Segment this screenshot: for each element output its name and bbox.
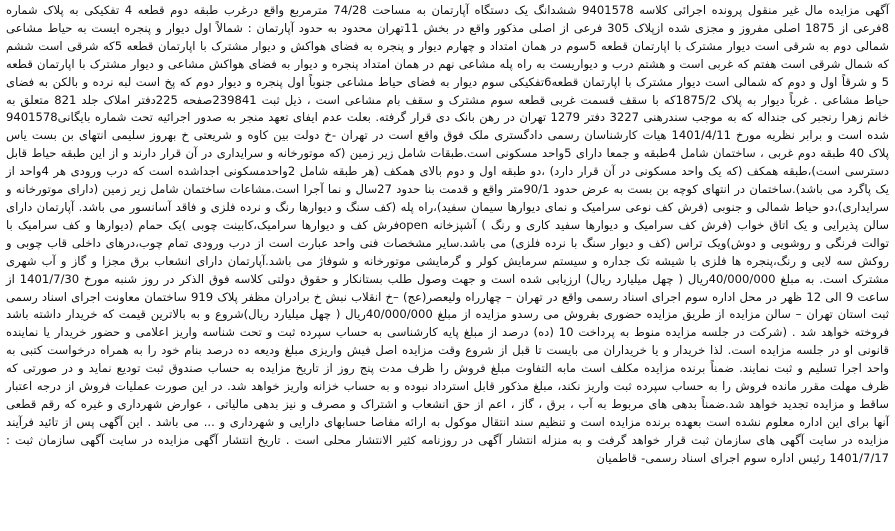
notice-body-text: آگهی مزایده مال غیر منقول پرونده اجرائی کلاسه 9401578 ششدانگ یک دستگاه آپارتمان به مساحت 74/28 مترمربع واقع درغرب طبقه دوم قطعه 4 تفکیکی به پلاک شماره 8فرعی از 1875 اصلی مفروز و مجزی شده ازپلاک 305 فرعی از اصلی مذکور واقع در بخش 11تهران محدود به حدود آپارتمان : شمالاً اول دیوار و پنجره ایست به حیاط مشاعی شمالی دوم به شرقی است دیوار مشترک با اپارتمان قطعه 5سوم در همان امتداد و چهارم دیوار و پنجره به فضای هواکش و دیوار مشترک با اپارتمان قطعه 5که شرقی است ششم که شمال شرقی است هفتم که غربی است و هشتم درب و دیواریست به راه پله مشاعی نهم در همان امتداد پنجره و دیوار به فضای هواکش مشاعی و دیوار مشترک با اپارتمان قطعه 5 و شرقاً اول و دوم که شمالی است دیوار مشترک با اپارتمان قطعه6تفکیکی سوم دیوار به فضای حیاط مشاعی جنوباً اول پنجره و دیوار دوم که پخ است لبه نرده و بالکن به فضای حیاط مشاعی . غرباً دیوار به پلاک 1875/2که با سقف قسمت غربی قطعه سوم مشترک و سقف بام مشاعی است ، ذیل ثبت 239841صفحه 225دفتر املاک جلد 821 متعلق به خانم زهرا رنجبر کی جنداله که به موجب سندرهنی 3227 دفتر 1279 تهران در رهن بانک دی قرار گرفته. بعلت عدم ایفای تعهد منجر به صدور اجرائیه تحت شماره بایگانی9401578 شده است و برابر نظریه مورخ 1401/4/11 هیات کارشناسان رسمی دادگستری ملک فوق واقع است در تهران -خ دولت بین کاوه و شریعتی خ بهروز سلیمی انتهای بن بست یاس پلاک 40 طبقه دوم غربی ، ساختمان شامل 4طبقه و جمعا دارای 5واحد مسکونی است.طبقات شامل زیر زمین (که موتورخانه و سرایداری در آن قرار دارند و از این طبقه حیاط قابل دسترسی است)،طبقه همکف (که یک واحد مسکونی در آن قرار دارد) ،دو طبقه اول و دوم بالای همکف (هر طبقه شامل 2واحدمسکونی اجداشده است که درب ورودی هر 4واحد از یک پاگرد می باشد).ساختمان در انتهای کوچه بن بست به عرض حدود 90/1متر واقع و قدمت بنا حدود 27سال و نما آجرا است.مشاعات ساختمان شامل زیر زمین (دارای موتورخانه و سرایداری)،دو حیاط شمالی و جنوبی (فرش کف نوعی سرامیک و نمای دیوارها سیمان سفید)،راه پله (کف سنگ و دیوارها رنگ و نرده فلزی و فاقد آسانسور می باشد. آپارتمان دارای سالن پذیرایی و یک اتاق خواب (فرش کف سرامیک و دیوارها سفید کاری و رنگ ) آشپزخانه openفرش کف و دیوارها سرامیک،کابینت چوبی )یک حمام (دیوارها و کف سرامیک با توالت فرنگی و روشویی و دوش)ویک تراس (کف و دیوار سنگ با نرده فلزی) می باشد.سایر مشخصات فنی واحد عبارت است از درب ورودی تمام چوب،درهای داخلی قاب چوبی و روکش سه لایی و رنگ،پنجره ها فلزی با شیشه تک جداره و سیستم سرمایش کولر و گرمایشی موتورخانه و شوفاژ می باشد.آپارتمان دارای انشعاب برق مجزا و گاز و آب شهری مشترک است. به مبلغ 40/000/000ریال ( چهل میلیارد ریال) ارزیابی شده است و جهت وصول طلب بستانکار و حقوق دولتی کلاسه فوق الذکر در روز شنبه مورخ 1401/7/30 از ساعت 9 الی 12 ظهر در محل اداره سوم اجرای اسناد رسمی واقع در تهران – چهارراه ولیعصر(عج) –خ انقلاب نبش خ برادران مظفر پلاک 919 ساختمان معاونت اجرای اسناد رسمی ثبت استان تهران – سالن مزایده از طریق مزایده حضوری بفروش می رسدو مزایده از مبلغ 40/000/000ریال ( چهل میلیارد ریال)شروع و به بالاترین قیمت که خریدار داشته باشد فروخته خواهد شد . (شرکت در جلسه مزایده منوط به پرداخت 10 (ده) درصد از مبلغ پایه کارشناسی به حساب سپرده ثبت و تحت شناسه واریز اعلامی و حضور خریدار یا نماینده قانونی او در جلسه مزایده است. لذا خریدار و یا خریداران می بایست تا قبل از شروع وقت مزایده اصل فیش واریزی مبلغ ودیعه ده درصد بنام خود را به همراه درخواست کتبی به واحد اجرا تسلیم و ثبت نمایند. ضمناً برنده مزایده مکلف است مابه التفاوت مبلغ فروش را ظرف مدت پنج روز از تاریخ مزایده به حساب صندوق ثبت تودیع نماید و در صورتی که ظرف مهلت مقرر مانده فروش را به حساب سپرده ثبت واریز نکند، مبلغ مذکور قابل استرداد نبوده و به حساب خزانه واریز خواهد شد. در این صورت عملیات فروش از درجه اعتبار ساقط و مزایده تجدید خواهد شد.ضمناً بدهی های مربوط به آب ، برق ، گاز ، اعم از حق انشعاب و اشتراک و مصرف و نیز بدهی مالیاتی ، عوارض شهرداری و غیره که رقم قطعی آنها برای این اداره معلوم نشده است بعهده برنده مزایده است و تنظیم سند انتقال موکول به ارائه مفاصا حسابهای دارایی و شهرداری و ... می باشد . این آگهی پس از تائید فرآیند مزایده در سایت آگهی های سازمان ثبت قرار خواهد گرفت و به منزله انتشار آگهی در روزنامه کثیر الانتشار محلی است . تاریخ انتشار آگهی مزایده در سایت آگهی سازمان ثبت : 1401/7/17 رئیس اداره سوم اجرای اسناد رسمی- قاطمیان (6, 3, 890, 465)
